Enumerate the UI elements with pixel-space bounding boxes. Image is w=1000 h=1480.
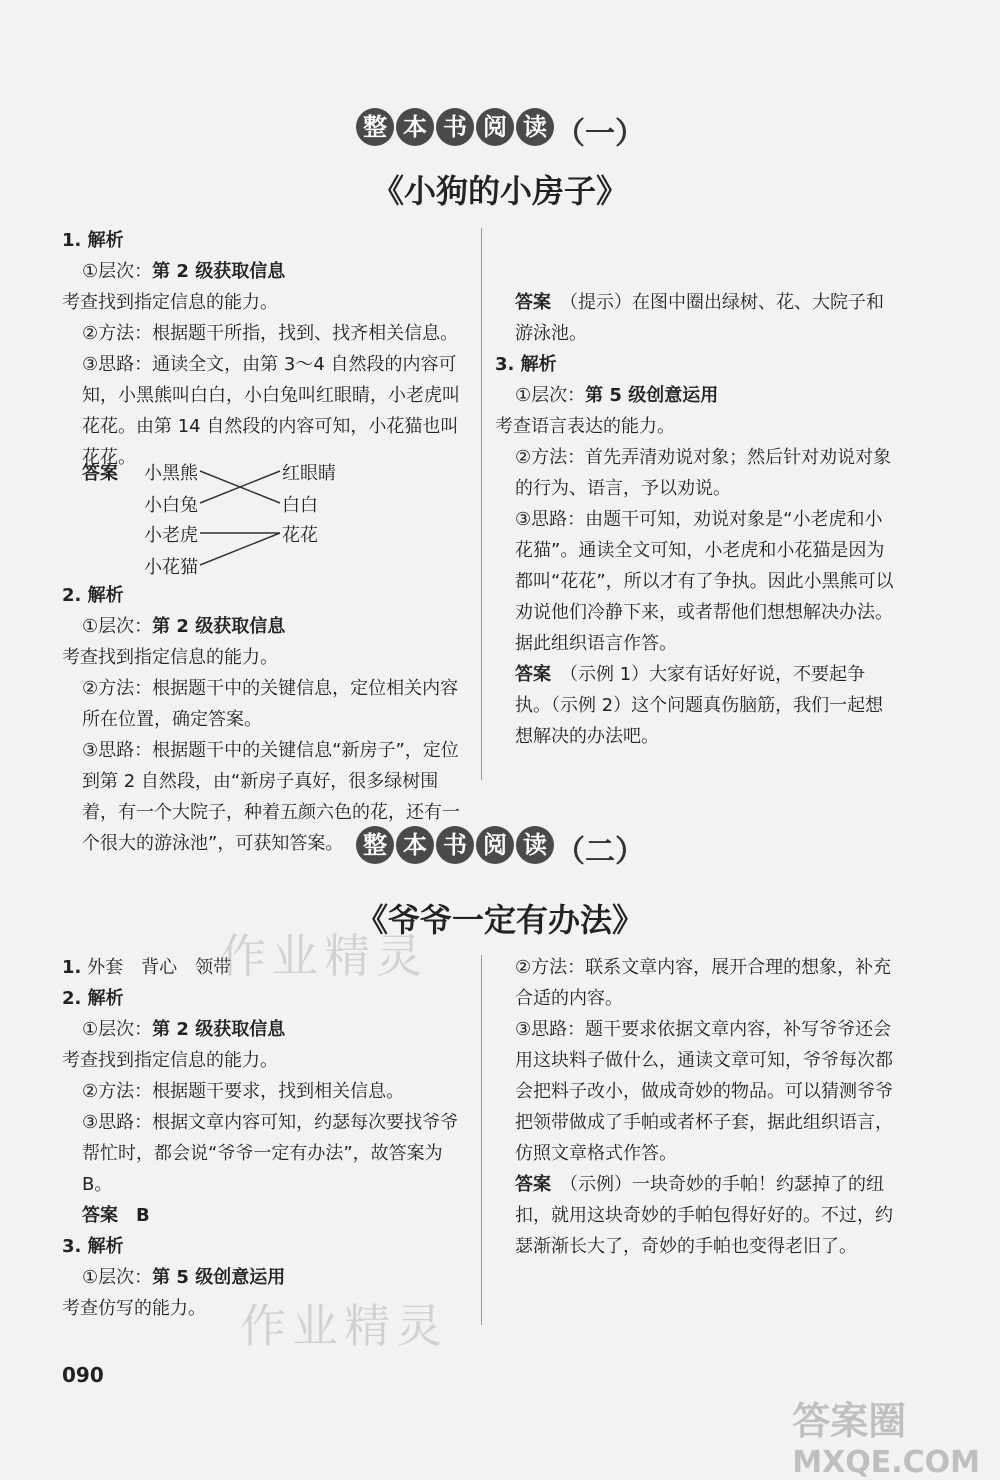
q1-answer: 外套 背心 领带 <box>87 957 232 978</box>
ability-text: 考查找到指定信息的能力。 <box>62 647 278 668</box>
answer-label: 答案 <box>82 1205 118 1226</box>
column-divider <box>481 955 482 1325</box>
banner-char: 书 <box>436 108 474 146</box>
section1-banner <box>0 108 1000 153</box>
approach-text: 通读全文，由第 3～4 自然段的内容可知，小黑熊叫白白，小白兔叫红眼睛，小老虎叫花花。由第 14 自然段的内容可知，小花猫也叫花花。 <box>82 354 460 468</box>
ability-text: 考查找到指定信息的能力。 <box>62 292 278 313</box>
method-text: 根据题干要求，找到相关信息。 <box>152 1081 405 1102</box>
approach-label: ③思路： <box>515 1019 586 1040</box>
ability-text: 考查找到指定信息的能力。 <box>62 1050 278 1071</box>
match-left-item: 小老虎 <box>144 525 198 546</box>
q1-heading: 1. 解析 <box>62 230 124 251</box>
banner-suffix: （一） <box>555 116 645 152</box>
approach-label: ③思路： <box>82 1112 153 1133</box>
level-value: 第 5 级创意运用 <box>585 385 719 406</box>
q3-heading: 3. 解析 <box>62 1236 124 1257</box>
q1-heading: 1. <box>62 957 82 978</box>
match-left-item: 小花猫 <box>144 557 198 578</box>
matching-diagram <box>82 455 402 585</box>
answer-label: 答案 <box>515 664 551 685</box>
banner-char: 本 <box>396 826 434 864</box>
q3-heading: 3. 解析 <box>495 354 557 375</box>
ability-text: 考查仿写的能力。 <box>62 1298 206 1319</box>
approach-label: ③思路： <box>515 509 586 530</box>
match-right-item: 白白 <box>282 495 318 516</box>
section2-right-column <box>495 952 900 1262</box>
match-lines <box>82 455 402 585</box>
answer-text: （示例）一块奇妙的手帕！约瑟掉了的纽扣，就用这块奇妙的手帕包得好好的。不过，约瑟渐渐长大了，奇妙的手帕也变得老旧了。 <box>515 1174 893 1257</box>
method-text: 首先弄清劝说对象；然后针对劝说对象的行为、语言，予以劝说。 <box>515 447 892 499</box>
level-label: ①层次： <box>82 1019 153 1040</box>
answer-label: 答案 <box>515 292 551 313</box>
match-left-item: 小白兔 <box>144 495 198 516</box>
section2-banner <box>0 826 1000 871</box>
method-label: ②方法： <box>515 957 586 978</box>
column-divider <box>481 228 482 780</box>
approach-text: 由题干可知，劝说对象是“小老虎和小花猫”。通读全文可知，小老虎和小花猫是因为都叫“花花”，所以才有了争执。因此小黑熊可以劝说他们冷静下来，或者帮他们想想解决办法。据此组织语言作答。 <box>515 509 894 654</box>
section1-left-column <box>62 225 472 473</box>
q2-heading: 2. 解析 <box>62 988 124 1009</box>
match-right-item: 红眼睛 <box>282 463 336 484</box>
approach-label: ③思路： <box>82 354 153 375</box>
approach-text: 题干要求依据文章内容，补写爷爷还会用这块料子做什么，通读文章可知，爷爷每次都会把料子改小，做成奇妙的物品。可以猜测爷爷把领带做成了手帕或者杯子套，据此组织语言，仿照文章格式作答。 <box>515 1019 893 1164</box>
banner-suffix: （二） <box>555 834 645 870</box>
method-text: 根据题干中的关键信息，定位相关内容所在位置，确定答案。 <box>82 678 459 730</box>
watermark: 作业精灵 <box>220 929 428 983</box>
banner-char: 书 <box>436 826 474 864</box>
answer-label: 答案 <box>82 463 118 484</box>
method-label: ②方法： <box>515 447 586 468</box>
level-value: 第 2 级获取信息 <box>152 261 286 282</box>
approach-text: 根据题干中的关键信息“新房子”，定位到第 2 自然段，由“新房子真好，很多绿树围着，有一个大院子，种着五颜六色的花，还有一个很大的游泳池”，可获知答案。 <box>82 740 460 854</box>
banner-char: 读 <box>516 826 554 864</box>
section1-right-column <box>495 225 900 752</box>
level-value: 第 2 级获取信息 <box>152 616 286 637</box>
corner-logo-top: 答案圈 <box>792 1399 907 1443</box>
answer-text: （示例 1）大家有话好好说，不要起争执。（示例 2）这个问题真伤脑筋，我们一起想想解决的办法吧。 <box>515 664 884 747</box>
method-label: ②方法： <box>82 1081 153 1102</box>
method-label: ②方法： <box>82 678 153 699</box>
level-value: 第 2 级获取信息 <box>152 1019 286 1040</box>
section1-left-column-2 <box>62 580 472 859</box>
watermark: 作业精灵 <box>240 1299 448 1353</box>
ability-text: 考查语言表达的能力。 <box>495 416 675 437</box>
answer-label: 答案 <box>515 1174 551 1195</box>
page-number: 090 <box>62 1363 104 1387</box>
approach-text: 根据文章内容可知，约瑟每次要找爷爷帮忙时，都会说“爷爷一定有办法”，故答案为 B。 <box>82 1112 459 1195</box>
match-left-item: 小黑熊 <box>144 463 198 484</box>
level-label: ①层次： <box>515 385 586 406</box>
approach-label: ③思路： <box>82 740 153 761</box>
method-text: 联系文章内容，展开合理的想象，补充合适的内容。 <box>515 957 892 1009</box>
level-label: ①层次： <box>82 1267 153 1288</box>
level-value: 第 5 级创意运用 <box>152 1267 286 1288</box>
banner-char: 整 <box>356 108 394 146</box>
answer-text: B <box>136 1205 150 1226</box>
level-label: ①层次： <box>82 616 153 637</box>
banner-char: 阅 <box>476 826 514 864</box>
book-title-2: 《爷爷一定有办法》 <box>355 901 644 939</box>
corner-logo <box>792 1390 980 1480</box>
level-label: ①层次： <box>82 261 153 282</box>
method-label: ②方法： <box>82 323 153 344</box>
corner-logo-bottom: MXQE.COM <box>792 1445 980 1480</box>
method-text: 根据题干所指，找到、找齐相关信息。 <box>152 323 459 344</box>
match-right-item: 花花 <box>282 525 318 546</box>
answer-text: （提示）在图中圈出绿树、花、大院子和游泳池。 <box>515 292 884 344</box>
book-title-1: 《小狗的小房子》 <box>371 172 628 210</box>
banner-char: 整 <box>356 826 394 864</box>
banner-char: 阅 <box>476 108 514 146</box>
banner-char: 读 <box>516 108 554 146</box>
q2-heading: 2. 解析 <box>62 585 124 606</box>
banner-char: 本 <box>396 108 434 146</box>
section2-left-column <box>62 952 472 1324</box>
